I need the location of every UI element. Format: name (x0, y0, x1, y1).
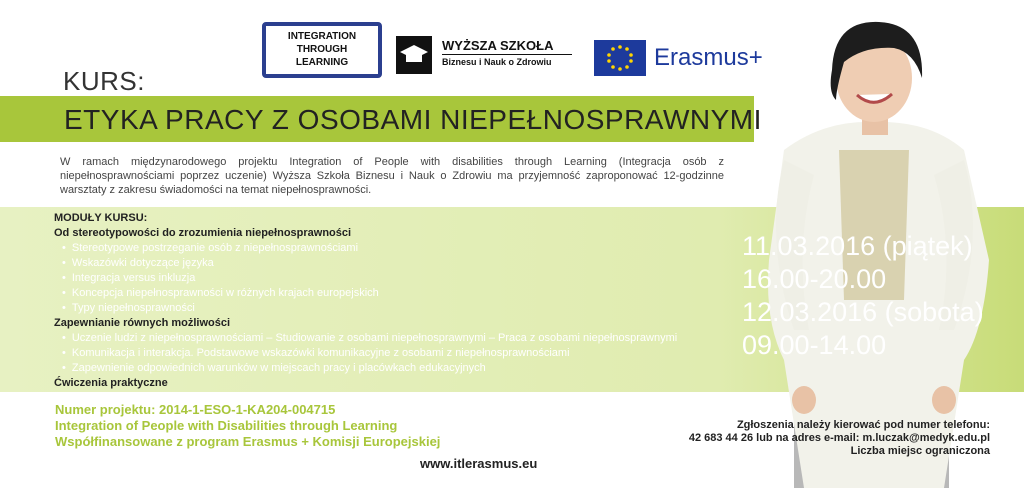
website-link[interactable]: www.itlerasmus.eu (420, 456, 538, 471)
school-subtitle: Biznesu i Nauk o Zdrowiu (442, 57, 552, 67)
integration-through-learning-logo (262, 22, 382, 78)
graduation-cap-icon (394, 34, 434, 76)
contact-line-1: Zgłoszenia należy kierować pod numer telefonu: (736, 419, 990, 431)
modules-heading: MODUŁY KURSU: (54, 212, 148, 224)
module-section-title: Od stereotypowości do zrozumienia niepełnosprawności (54, 227, 352, 239)
logo-line-learning: LEARNING (295, 57, 349, 68)
school-logo (394, 34, 580, 76)
logo-line-integration: INTEGRATION (287, 31, 357, 42)
module-item: • Koncepcja niepełnosprawności w różnych krajach europejskich (54, 286, 744, 301)
module-item: • Uczenie ludzi z niepełnosprawnościami – Studiowanie z osobami niepełnosprawnymi – Praca z osobami niepełnosprawnymi (54, 331, 744, 346)
module-item: • Integracja versus inkluzja (54, 271, 744, 286)
project-funding: Współfinansowane z program Erasmus + Komisji Europejskiej (55, 434, 441, 449)
eu-flag-icon (594, 40, 646, 76)
project-name: Integration of People with Disabilities through Learning (55, 418, 398, 433)
school-title: WYŻSZA SZKOŁA (442, 38, 554, 53)
module-item: • Zapewnienie odpowiednich warunków w miejscach pracy i placówkach edukacyjnych (54, 361, 744, 376)
modules-list (54, 211, 744, 391)
module-item: • Komunikacja i interakcja. Podstawowe wskazówki komunikacyjne z osobami z niepełnosprawnościami (54, 346, 744, 361)
erasmus-logo (594, 40, 770, 78)
module-section-title: Zapewnianie równych możliwości (54, 317, 231, 329)
erasmus-text: Erasmus+ (654, 44, 763, 71)
intro-paragraph: W ramach międzynarodowego projektu Integration of People with disabilities through Learning (Integracja osób z niepełnosprawnościami poprzez uczenie) Wyższa Szkoła Biznesu i Nauk o Zdrowiu ma przyjemność zaproponować 12-godzinne warsztaty z zakresu świadomości na temat niepełnosprawności. (60, 156, 724, 196)
module-item: • Typy niepełnosprawności (54, 301, 744, 316)
module-section-title: Ćwiczenia praktyczne (54, 377, 168, 389)
course-title: ETYKA PRACY Z OSOBAMI NIEPEŁNOSPRAWNYMI (64, 104, 762, 135)
project-info (55, 402, 440, 450)
date-day-2: 12.03.2016 (sobota) (742, 297, 984, 327)
course-dates (742, 230, 984, 362)
time-day-2: 09.00-14.00 (742, 330, 887, 360)
project-number: Numer projektu: 2014-1-ESO-1-KA204-004715 (55, 402, 336, 417)
module-item: • Wskazówki dotyczące języka (54, 256, 744, 271)
kurs-label: KURS: (63, 66, 145, 96)
time-day-1: 16.00-20.00 (742, 264, 887, 294)
contact-info (640, 419, 990, 458)
contact-line-2[interactable]: 42 683 44 26 lub na adres e-mail: m.luczak@medyk.edu.pl (688, 432, 990, 444)
date-day-1: 11.03.2016 (piątek) (742, 231, 973, 261)
contact-line-3: Liczba miejsc ograniczona (850, 445, 990, 457)
module-item: • Stereotypowe postrzeganie osób z niepełnosprawnościami (54, 241, 744, 256)
logo-line-through: THROUGH (296, 44, 348, 55)
